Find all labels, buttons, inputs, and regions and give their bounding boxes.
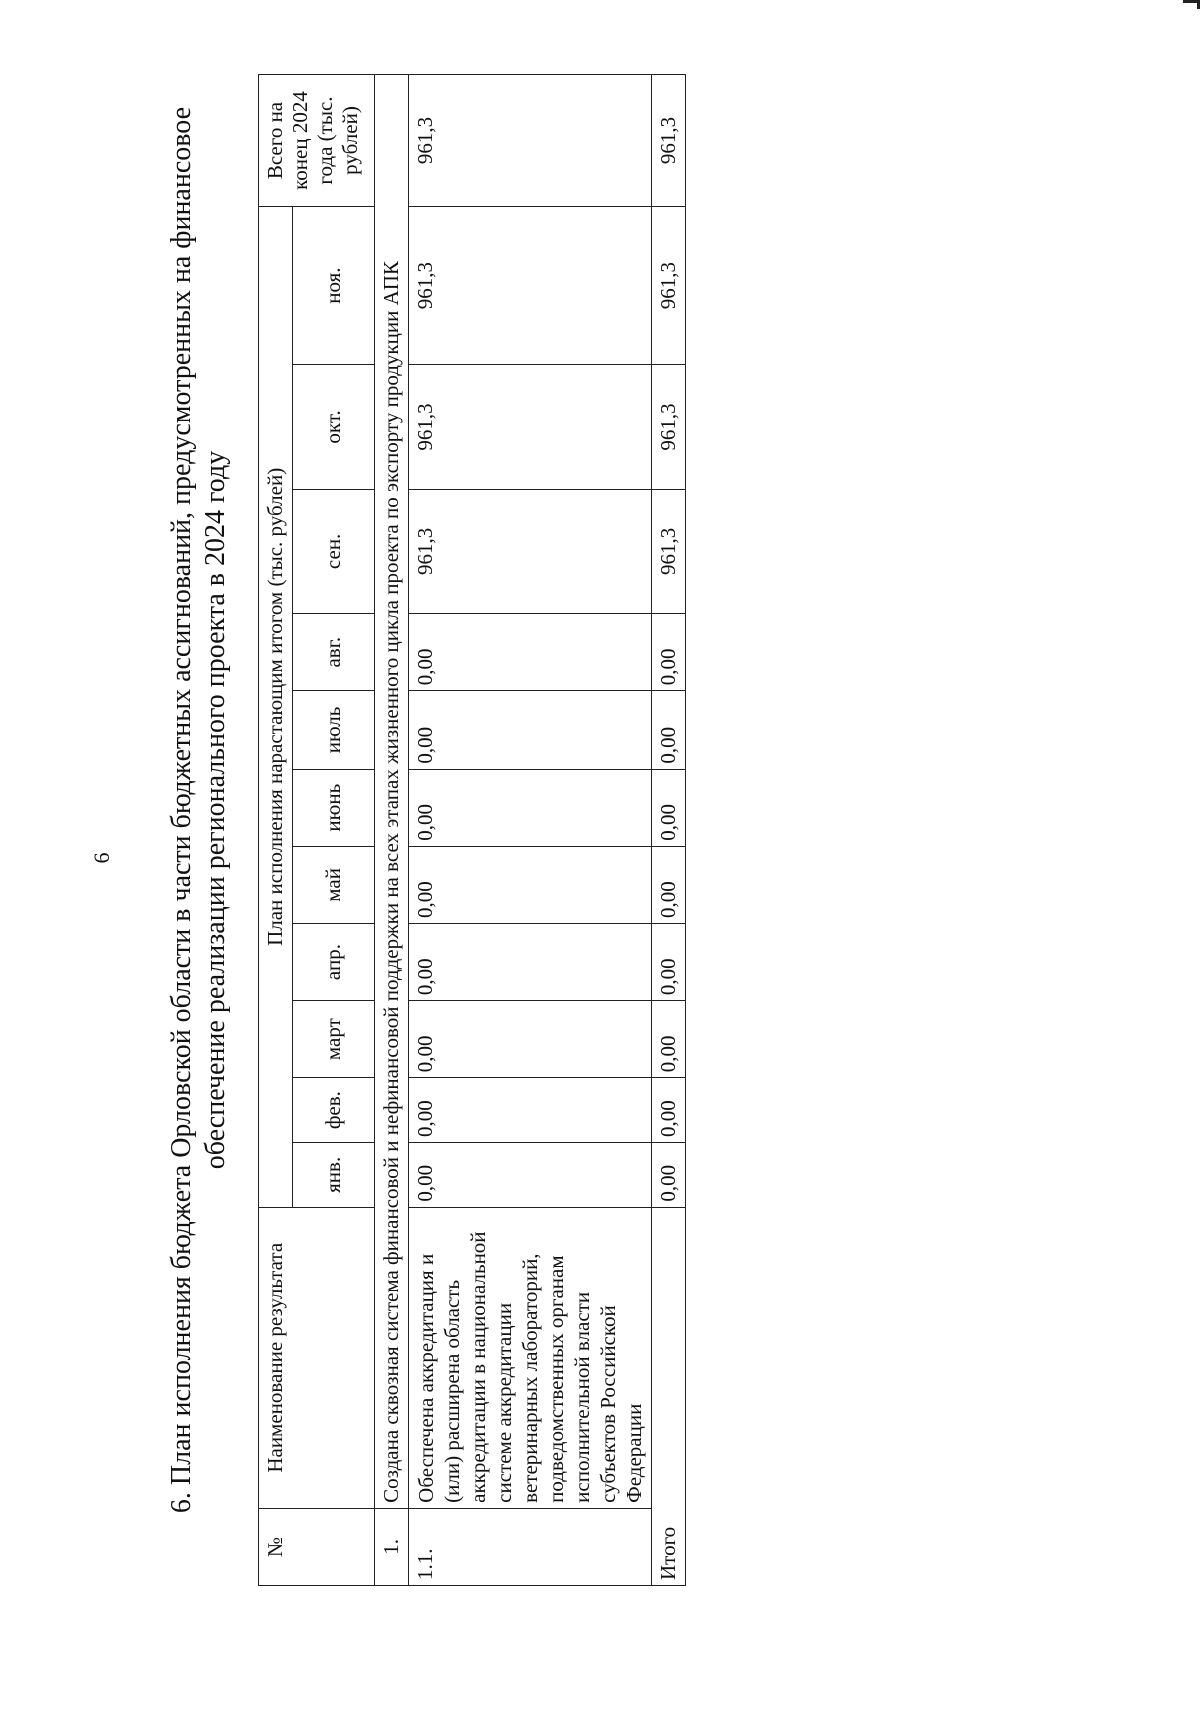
col-header-plan: План исполнения нарастающим итогом (тыс. рублей) <box>259 207 293 1208</box>
result-value: 0,00 <box>409 691 652 769</box>
month-header: март <box>293 1001 375 1078</box>
result-value: 961,3 <box>409 489 652 613</box>
result-value: 0,00 <box>409 614 652 691</box>
section-name: Создана сквозная система финансовой и нефинансовой поддержки на всех этапах жизненного цикла проекта по экспорту продукции АПК <box>375 75 409 1509</box>
result-row <box>409 75 652 1586</box>
result-total: 961,3 <box>409 75 652 207</box>
month-header: ноя. <box>293 207 375 365</box>
section-num: 1. <box>375 1508 409 1585</box>
result-value: 0,00 <box>409 923 652 1000</box>
result-name: Обеспечена аккредитация и (или) расширена область аккредитации в национальной системе аккредитации ветеринарных лабораторий, подведомственных органам исполнительной власти субъектов Российской Федерации <box>409 1207 652 1508</box>
month-header: янв. <box>293 1142 375 1207</box>
col-header-total: Всего на конец 2024 года (тыс. рублей) <box>259 75 375 207</box>
rotated-sheet <box>165 30 725 1590</box>
document-title <box>165 30 233 1590</box>
result-value: 0,00 <box>409 846 652 923</box>
budget-plan-table <box>258 74 686 1586</box>
itogo-value: 0,00 <box>652 691 686 769</box>
itogo-value: 0,00 <box>652 614 686 691</box>
month-header: сен. <box>293 489 375 613</box>
month-header: июнь <box>293 769 375 846</box>
title-line-2: обеспечение реализации регионального проекта в 2024 году <box>200 450 231 1170</box>
itogo-label: Итого <box>652 1207 686 1585</box>
itogo-value: 0,00 <box>652 1142 686 1207</box>
result-value: 0,00 <box>409 1078 652 1143</box>
itogo-value: 0,00 <box>652 769 686 846</box>
itogo-value: 961,3 <box>652 365 686 489</box>
result-value: 0,00 <box>409 1142 652 1207</box>
itogo-value: 0,00 <box>652 923 686 1000</box>
month-header: фев. <box>293 1078 375 1143</box>
scan-edge-mark <box>1183 0 1200 9</box>
title-line-1: 6. План исполнения бюджета Орловской области в части бюджетных ассигнований, предусмотренных на финансовое <box>166 106 197 1514</box>
itogo-total: 961,3 <box>652 75 686 207</box>
itogo-value: 0,00 <box>652 1078 686 1143</box>
itogo-value: 961,3 <box>652 207 686 365</box>
itogo-value: 0,00 <box>652 1001 686 1078</box>
page-number: 6 <box>89 852 114 864</box>
result-value: 0,00 <box>409 769 652 846</box>
result-value: 961,3 <box>409 207 652 365</box>
month-header: окт. <box>293 365 375 489</box>
section-row <box>375 75 409 1586</box>
col-header-name: Наименование результата <box>259 1207 375 1508</box>
month-header: май <box>293 846 375 923</box>
itogo-row <box>652 75 686 1586</box>
itogo-value: 961,3 <box>652 489 686 613</box>
result-num: 1.1. <box>409 1508 652 1585</box>
month-header: апр. <box>293 923 375 1000</box>
col-header-num: № <box>259 1508 375 1585</box>
header-row-1 <box>259 75 293 1586</box>
month-header: авг. <box>293 614 375 691</box>
result-value: 0,00 <box>409 1001 652 1078</box>
itogo-value: 0,00 <box>652 846 686 923</box>
month-header: июль <box>293 691 375 769</box>
result-value: 961,3 <box>409 365 652 489</box>
